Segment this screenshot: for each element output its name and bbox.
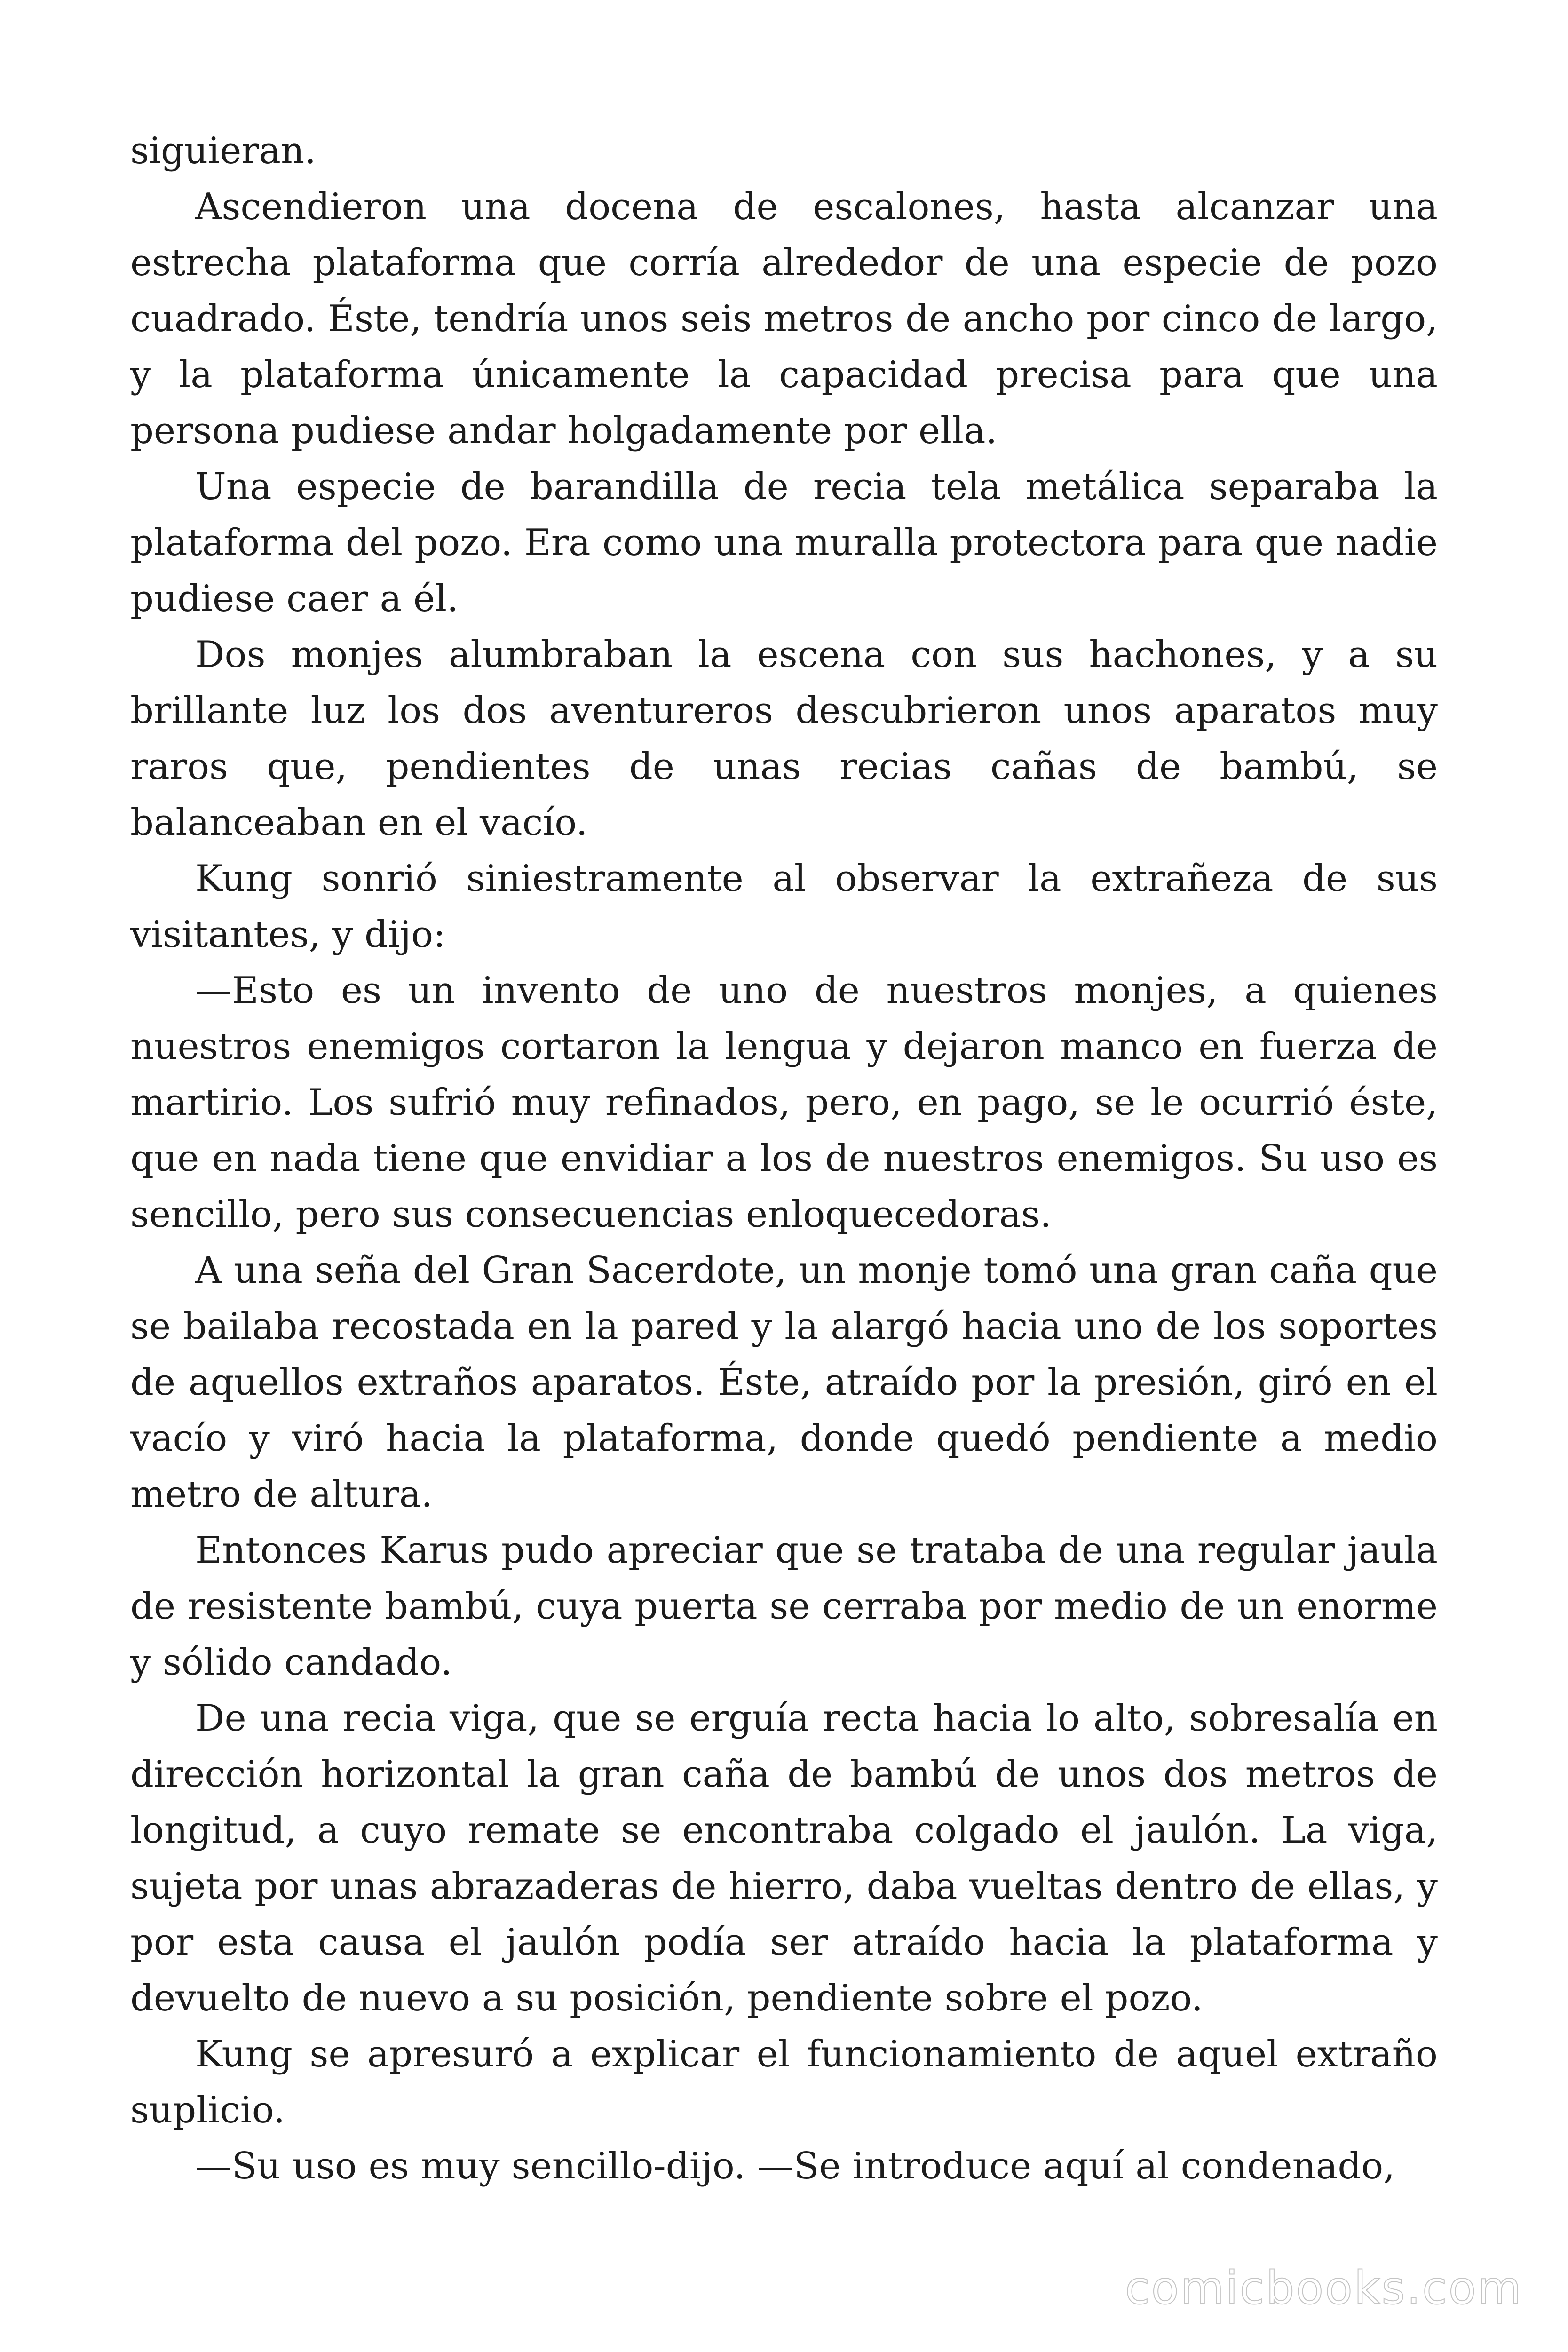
paragraph-platform: Ascendieron una docena de escalones, hasta alcanzar una estrecha plataforma que corría alrededor de una especie de pozo cuadrado. Éste, tendría unos seis metros de ancho por cinco de largo, y la plataforma únicamente la capacidad precisa para que una persona pudiese andar holgadamente por ella. bbox=[130, 186, 1438, 452]
book-page bbox=[130, 123, 1438, 2194]
paragraph-kung-smiles: Kung sonrió siniestramente al observar la extrañeza de sus visitantes, y dijo: bbox=[130, 858, 1438, 956]
watermark: comicbooks.com bbox=[1125, 2262, 1523, 2314]
paragraph-railing: Una especie de barandilla de recia tela metálica separaba la plataforma del pozo. Era como una muralla protectora para que nadie pudiese caer a él. bbox=[130, 466, 1438, 620]
paragraph-usage-dialogue: —Su uso es muy sencillo-dijo. —Se introduce aquí al condenado, bbox=[195, 2145, 1395, 2187]
paragraph-beam: De una recia viga, que se erguía recta hacia lo alto, sobresalía en dirección horizontal la gran caña de bambú de unos dos metros de longitud, a cuyo remate se encontraba colgado el jaulón. La viga, sujeta por unas abrazaderas de hierro, daba vueltas dentro de ellas, y por esta causa el jaulón podía ser atraído hacia la plataforma y devuelto de nuevo a su posición, pendiente sobre el pozo. bbox=[130, 1697, 1438, 2019]
paragraph-invention-dialogue: —Esto es un invento de uno de nuestros monjes, a quienes nuestros enemigos cortaron la lengua y dejaron manco en fuerza de martirio. Los sufrió muy refinados, pero, en pago, se le ocurrió éste, que en nada tiene que envidiar a los de nuestros enemigos. Su uso es sencillo, pero sus consecuencias enloquecedoras. bbox=[130, 969, 1438, 1236]
paragraph-priest-sign: A una seña del Gran Sacerdote, un monje tomó una gran caña que se bailaba recostada en la pared y la alargó hacia uno de los soportes de aquellos extraños aparatos. Éste, atraído por la presión, giró en el vacío y viró hacia la plataforma, donde quedó pendiente a medio metro de altura. bbox=[130, 1249, 1438, 1516]
paragraph-continuation: siguieran. bbox=[130, 130, 317, 172]
paragraph-cage: Entonces Karus pudo apreciar que se trataba de una regular jaula de resistente bambú, cuya puerta se cerraba por medio de un enorme y sólido candado. bbox=[130, 1529, 1438, 1684]
paragraph-monks: Dos monjes alumbraban la escena con sus hachones, y a su brillante luz los dos aventureros descubrieron unos aparatos muy raros que, pendientes de unas recias cañas de bambú, se balanceaban en el vacío. bbox=[130, 634, 1438, 844]
paragraph-kung-explains: Kung se apresuró a explicar el funcionamiento de aquel extraño suplicio. bbox=[130, 2033, 1438, 2131]
